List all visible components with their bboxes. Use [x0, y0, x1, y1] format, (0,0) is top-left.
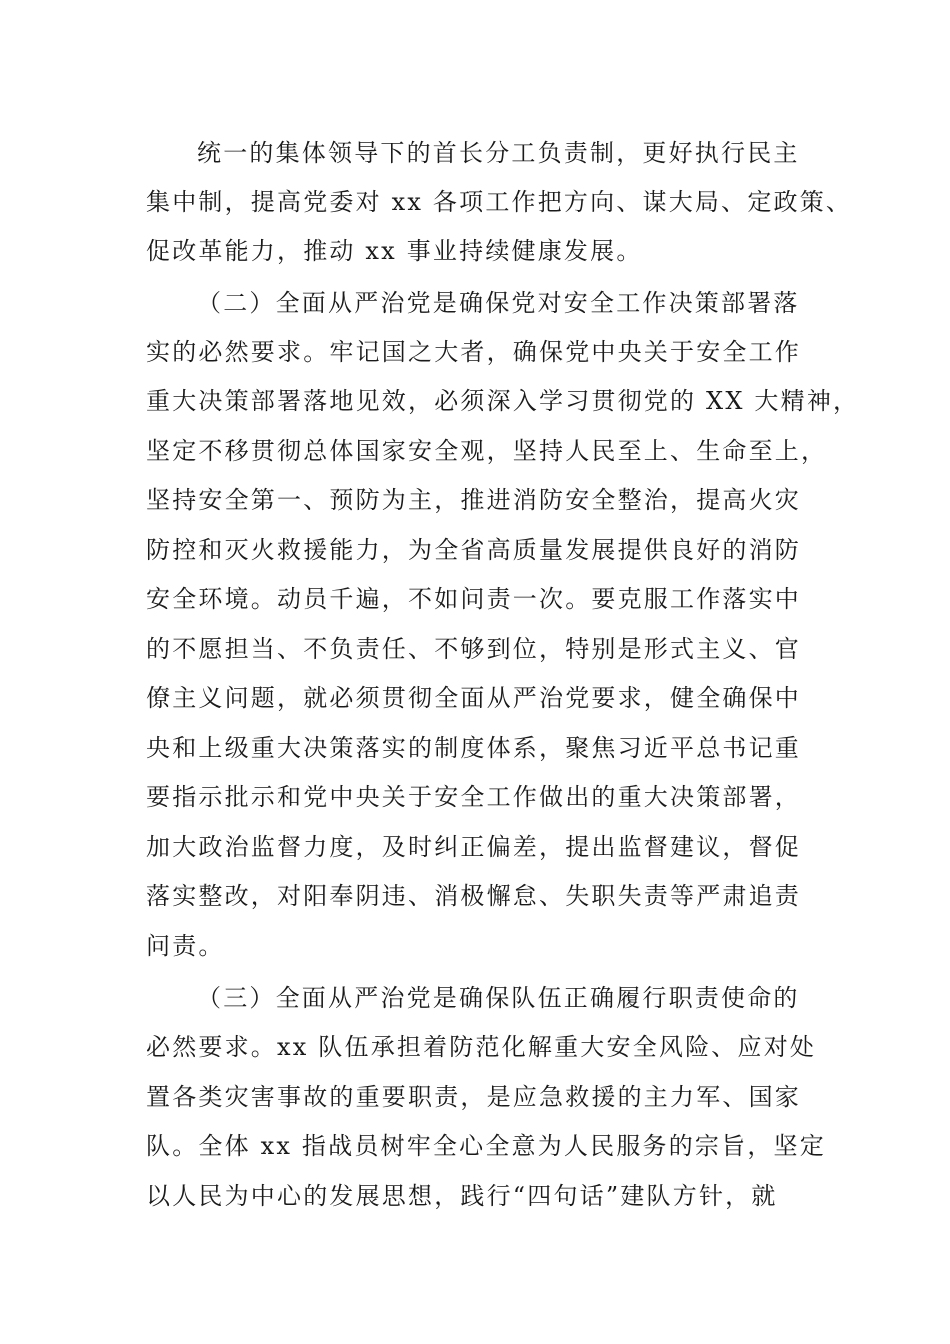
text-line: 置各类灾害事故的重要职责，是应急救援的主力军、国家	[146, 1083, 801, 1111]
text-line: 问责。	[146, 932, 225, 960]
text-line: 坚持安全第一、预防为主，推进消防安全整治，提高火灾	[146, 486, 801, 514]
text-line: 重大决策部署落地见效，必须深入学习贯彻党的 XX 大精神，	[146, 387, 860, 415]
text-line: 安全环境。动员千遍，不如问责一次。要克服工作落实中	[146, 585, 801, 613]
text-line: 实的必然要求。牢记国之大者，确保党中央关于安全工作	[146, 338, 801, 366]
section-three-heading-line: （三）全面从严治党是确保队伍正确履行职责使命的	[197, 984, 800, 1012]
text-line: 落实整改，对阳奉阴违、消极懈怠、失职失责等严肃追责	[146, 882, 801, 910]
text-line: 央和上级重大决策落实的制度体系，聚焦习近平总书记重	[146, 734, 801, 762]
section-two-heading-line: （二）全面从严治党是确保党对安全工作决策部署落	[197, 289, 800, 317]
text-line: 加大政治监督力度，及时纠正偏差，提出监督建议，督促	[146, 833, 801, 861]
text-line: 以人民为中心的发展思想，践行“四句话”建队方针，就	[146, 1182, 778, 1210]
text-line: 促改革能力，推动 xx 事业持续健康发展。	[146, 237, 643, 265]
text-line: 坚定不移贯彻总体国家安全观，坚持人民至上、生命至上，	[146, 437, 828, 465]
text-line: 要指示批示和党中央关于安全工作做出的重大决策部署，	[146, 783, 801, 811]
text-line: 僚主义问题，就必须贯彻全面从严治党要求，健全确保中	[146, 684, 801, 712]
text-line: 队。全体 xx 指战员树牢全心全意为人民服务的宗旨，坚定	[146, 1132, 826, 1160]
text-line: 集中制，提高党委对 xx 各项工作把方向、谋大局、定政策、	[146, 188, 853, 216]
text-line: 的不愿担当、不负责任、不够到位，特别是形式主义、官	[146, 635, 801, 663]
text-line: 必然要求。xx 队伍承担着防范化解重大安全风险、应对处	[146, 1033, 817, 1061]
text-line: 统一的集体领导下的首长分工负责制，更好执行民主	[197, 139, 800, 167]
text-line: 防控和灭火救援能力，为全省高质量发展提供良好的消防	[146, 536, 801, 564]
